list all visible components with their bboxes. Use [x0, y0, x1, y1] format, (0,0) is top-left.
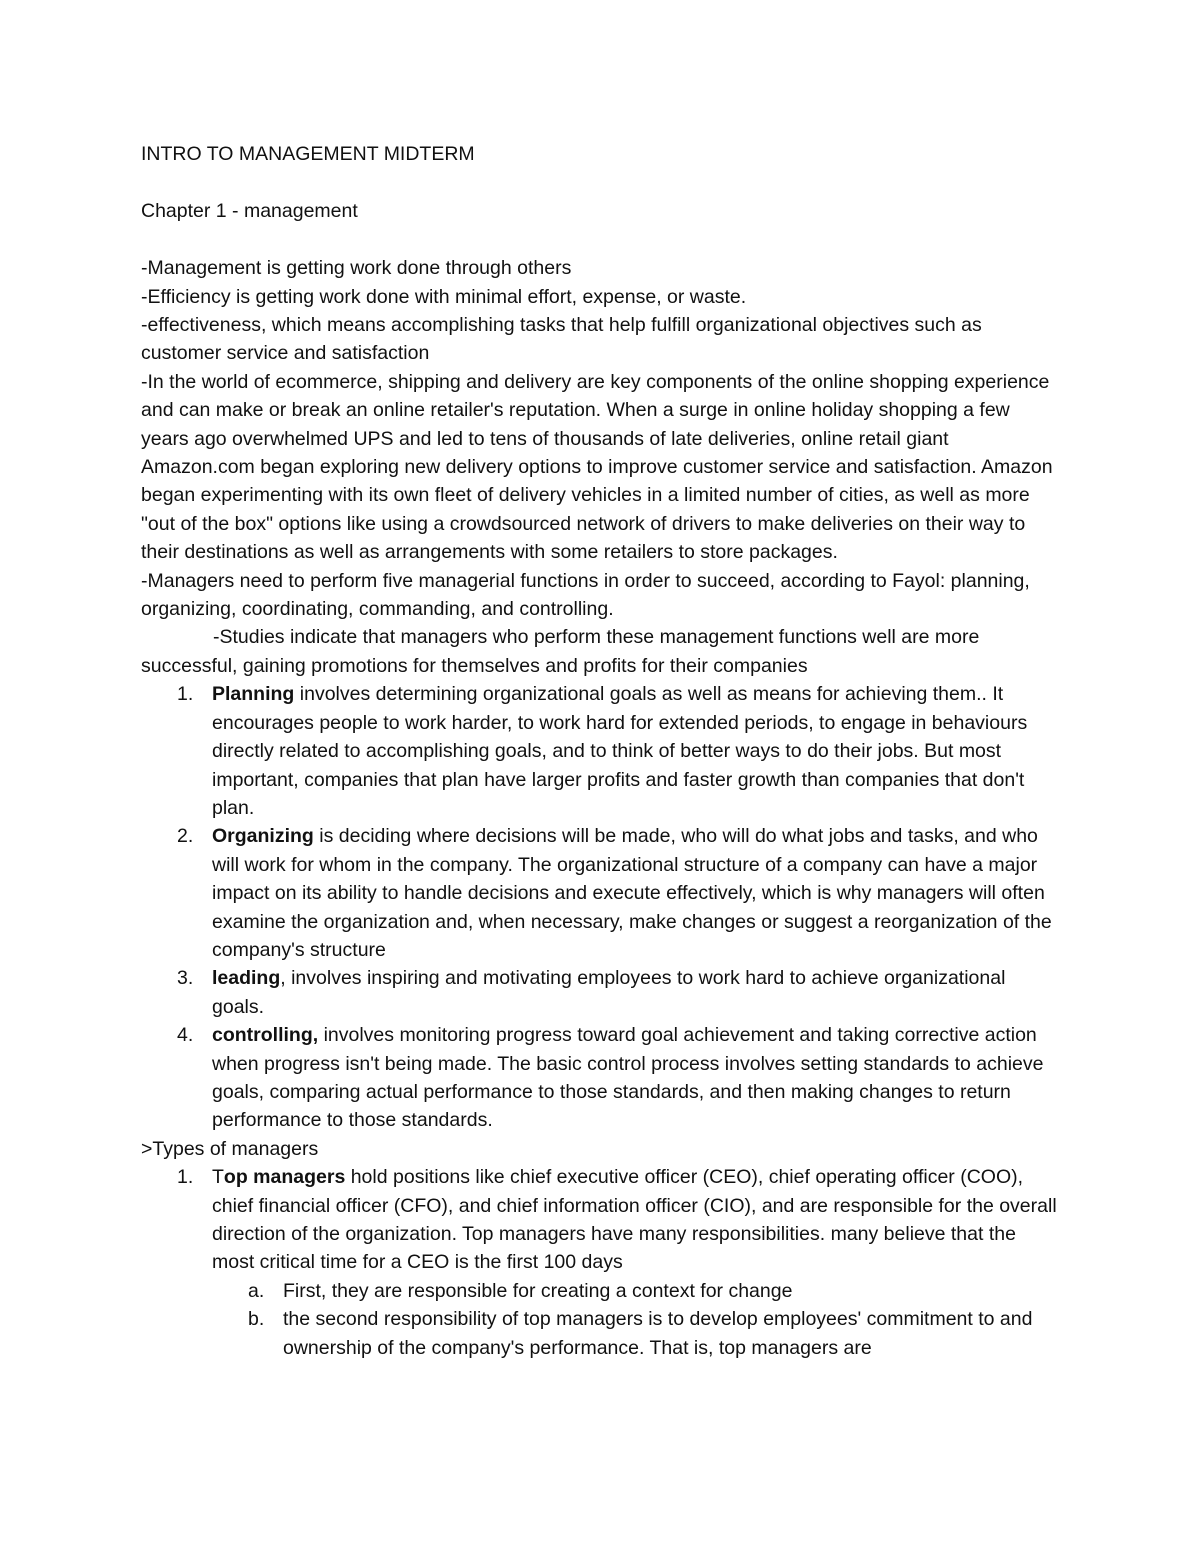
paragraph-ecommerce: -In the world of ecommerce, shipping and delivery are key components of the online shopping experience and can make or break an online retailer's reputation. When a surge in online holiday shopping a few years ago overwhelmed UPS and led to tens of thousands of late deliveries, online retail giant Amazon.com began exploring new delivery options to improve customer service and satisfaction. Amazon began experimenting with its own fleet of delivery vehicles in a limited number of cities, as well as more "out of the box" options like using a crowdsourced network of drivers to make deliveries on their way to their destinations as well as arrangements with some retailers to store packages.	[141, 370, 1053, 564]
paragraph-studies: -Studies indicate that managers who perform these management functions well are more successful, gaining promotions for themselves and profits for their companies	[141, 626, 980, 677]
document-page	[141, 140, 1061, 1362]
chapter-heading: Chapter 1 - management	[141, 200, 358, 223]
list-marker: 4.	[177, 1024, 194, 1047]
list-item	[141, 822, 1061, 964]
document-title: INTRO TO MANAGEMENT MIDTERM	[141, 143, 475, 165]
manager-types-list	[141, 1163, 1061, 1362]
sub-list-item	[212, 1305, 1061, 1362]
list-marker: 1.	[177, 1166, 194, 1189]
blank-line	[141, 226, 1061, 254]
term-organizing: Organizing	[212, 825, 314, 848]
term-prefix: T	[212, 1166, 224, 1189]
list-marker: 1.	[177, 683, 194, 706]
types-of-managers-heading: >Types of managers	[141, 1137, 319, 1160]
list-item	[141, 1021, 1061, 1135]
paragraph-fayol-functions: -Managers need to perform five managerial functions in order to succeed, according to Fayol: planning, organizing, coordinating, commanding, and controlling.	[141, 569, 1030, 621]
sub-list-item	[212, 1277, 1061, 1305]
paragraph-management: -Management is getting work done through others	[141, 257, 572, 280]
paragraph-efficiency: -Efficiency is getting work done with minimal effort, expense, or waste.	[141, 285, 747, 308]
management-functions-list	[141, 680, 1061, 1135]
list-item-text: hold positions like chief executive officer (CEO), chief operating officer (COO), chief financial officer (CFO), and chief information officer (CIO), and are responsible for the overall direction of the organization. Top managers have many responsibilities. many believe that the most critical time for a CEO is the first 100 days	[212, 1166, 1057, 1274]
list-marker: 3.	[177, 967, 194, 990]
list-item-text: , involves inspiring and motivating employees to work hard to achieve organizational goals.	[212, 967, 1006, 1018]
term-controlling: controlling,	[212, 1024, 319, 1047]
term-leading: leading	[212, 967, 281, 990]
list-item-text: involves monitoring progress toward goal achievement and taking corrective action when progress isn't being made. The basic control process involves setting standards to achieve goals, comparing actual performance to those standards, and then making changes to return performance to those standards.	[212, 1024, 1044, 1132]
paragraph-effectiveness: -effectiveness, which means accomplishing tasks that help fulfill organizational objectives such as customer service and satisfaction	[141, 314, 982, 365]
list-item	[141, 680, 1061, 822]
list-item-text: involves determining organizational goals as well as means for achieving them.. It encourages people to work harder, to work hard for extended periods, to engage in behaviours directly related to accomplishing goals, and to think of better ways to do their jobs. But most important, companies that plan have larger profits and faster growth than companies that don't plan.	[212, 683, 1028, 819]
sub-list-marker: a.	[248, 1279, 265, 1302]
sub-list-item-text: First, they are responsible for creating a context for change	[283, 1279, 793, 1302]
term-top-managers: op managers	[223, 1166, 346, 1189]
list-item-text: is deciding where decisions will be made, who will do what jobs and tasks, and who will work for whom in the company. The organizational structure of a company can have a major impact on its ability to handle decisions and execute effectively, which is why managers will often examine the organization and, when necessary, make changes or suggest a reorganization of the company's structure	[212, 825, 1052, 961]
sub-list-item-text: the second responsibility of top managers is to develop employees' commitment to and ownership of the company's performance. That is, top managers are	[283, 1308, 1033, 1359]
term-planning: Planning	[212, 683, 295, 706]
list-item	[141, 964, 1061, 1021]
list-marker: 2.	[177, 825, 194, 848]
list-item	[141, 1163, 1061, 1362]
top-manager-responsibilities-list	[212, 1277, 1061, 1362]
sub-list-marker: b.	[248, 1308, 265, 1331]
